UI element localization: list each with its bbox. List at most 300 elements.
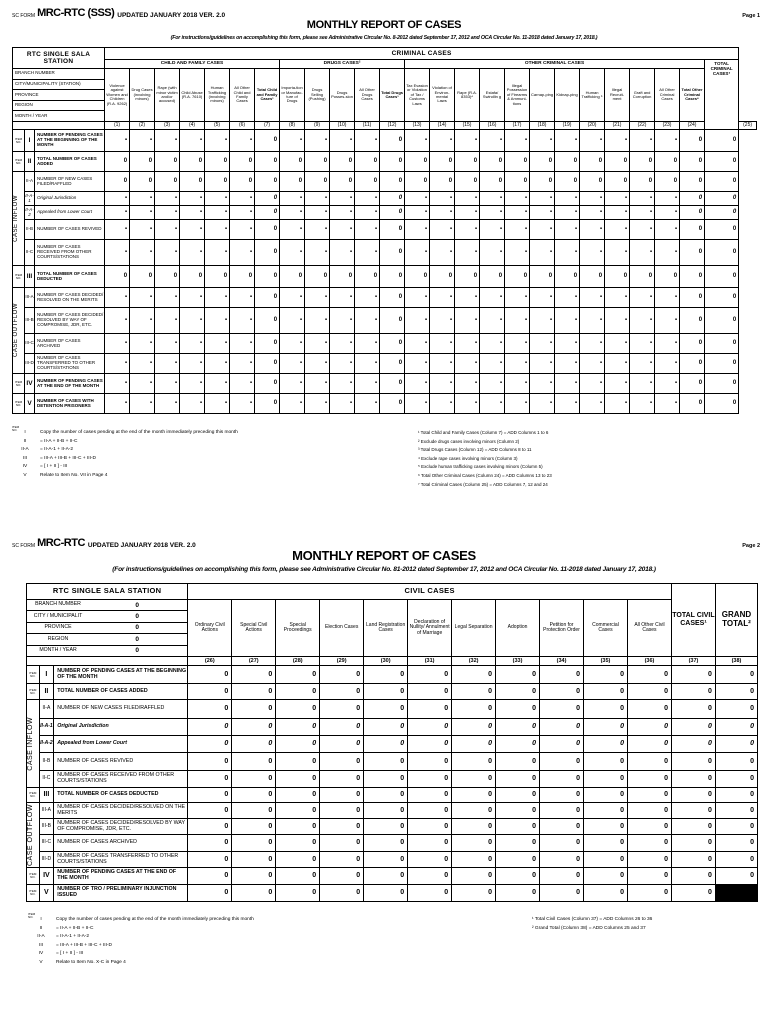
data-cell: 0 [232,736,276,753]
page2-subtitle: (For instructions/guidelines on accomplishing this form, please see Administrative Circular No. 81-2012 dated September 17, 2012 and OCA Circular No. 11-2018 dated January 17, 2018.) [112,566,656,573]
data-cell: 0 [255,334,280,354]
item-no-label: ITEM NO. [13,152,25,172]
data-cell: 0 [232,771,276,788]
data-row [27,753,758,771]
footnote: ³ Total Drugs Cases (Column 12) = ADD Columns 8 to 11 [418,447,532,453]
data-cell: ▪ [430,206,455,220]
data-cell: 0 [584,719,628,736]
data-cell: 0 [405,266,430,288]
case-inflow-text: CASE INFLOW [13,195,19,242]
data-cell: 0 [580,152,605,172]
data-cell: 0 [496,736,540,753]
page1-notes-left [12,425,394,481]
blank-cell [27,657,188,666]
data-cell: 0 [715,700,757,719]
data-cell: 0 [408,852,452,868]
data-cell: 0 [255,354,280,374]
note-code: II [39,925,43,931]
data-cell: ▪ [605,394,630,414]
column-header: Commercial Cases [584,600,628,657]
note-code: V [39,959,43,965]
data-cell: 0 [355,172,380,192]
row-label: Original Jurisdiction [35,192,105,206]
data-cell: ▪ [405,240,430,266]
data-cell: 0 [627,835,671,852]
data-cell: 0 [232,788,276,803]
row-label: NUMBER OF CASES DECIDED/RESOLVED ON THE MERITS [54,803,188,819]
data-row [13,374,757,394]
data-cell: ▪ [530,192,555,206]
data-cell: 0 [605,152,630,172]
data-cell: ▪ [480,334,505,354]
note-line [14,429,394,438]
data-cell: ▪ [480,288,505,308]
data-cell: 0 [452,666,496,684]
data-cell: ▪ [605,308,630,334]
data-cell: 0 [540,753,584,771]
data-row [27,736,758,753]
data-cell: 0 [232,835,276,852]
data-cell: ▪ [580,206,605,220]
data-cell: 0 [705,206,739,220]
data-cell: 0 [540,684,584,700]
data-cell: ▪ [555,334,580,354]
data-cell: 0 [130,266,155,288]
data-cell: 0 [671,852,715,868]
data-cell: ▪ [230,308,255,334]
data-cell: 0 [430,266,455,288]
data-cell: ▪ [105,308,130,334]
data-cell: 0 [408,666,452,684]
data-cell: 0 [188,666,232,684]
data-cell: ▪ [355,130,380,152]
data-cell: ▪ [630,334,655,354]
data-cell: 0 [627,719,671,736]
data-cell: 0 [155,152,180,172]
data-cell: ▪ [405,130,430,152]
data-cell: 0 [671,771,715,788]
data-cell: ▪ [155,354,180,374]
note-code: II-A [37,934,45,940]
column-number: (4) [180,122,205,130]
row-code: III-D [25,354,35,374]
data-cell: 0 [496,700,540,719]
data-row [27,868,758,885]
column-number: (8) [280,122,305,130]
data-cell: 0 [680,354,705,374]
note-code: II [23,438,27,444]
data-cell: ▪ [180,206,205,220]
data-cell: 0 [205,152,230,172]
column-number: (5) [205,122,230,130]
data-cell: 0 [627,684,671,700]
data-cell: 0 [180,172,205,192]
column-header: Drugs Posses-sion [330,69,355,122]
data-cell: 0 [188,852,232,868]
data-cell: ▪ [630,220,655,240]
row-code: III-A [39,803,54,819]
data-cell: 0 [180,152,205,172]
data-cell: ▪ [230,130,255,152]
column-number: (19) [555,122,580,130]
data-cell: 0 [605,266,630,288]
data-cell: ▪ [480,206,505,220]
footnote: ² Grand Total (Column 38) = ADD Columns 25 and 37 [532,925,646,931]
data-cell: 0 [255,172,280,192]
data-cell: 0 [255,266,280,288]
station-label: RTC SINGLE SALA STATION [13,48,105,69]
data-cell: ▪ [580,130,605,152]
data-cell: 0 [380,266,405,288]
data-cell: 0 [364,700,408,719]
row-label: NUMBER OF NEW CASES FILED/RAFFLED [35,172,105,192]
data-cell: 0 [380,172,405,192]
data-cell: 0 [540,700,584,719]
column-header: Graft and Corruption [630,69,655,122]
info-block [27,600,188,657]
data-cell: 0 [452,736,496,753]
data-cell: 0 [320,700,364,719]
data-cell: 0 [671,803,715,819]
data-cell: 0 [380,394,405,414]
row-code: V [39,885,54,902]
data-cell: ▪ [530,334,555,354]
data-cell: 0 [680,130,705,152]
data-cell: 0 [671,719,715,736]
data-cell: 0 [715,719,757,736]
data-cell: 0 [320,753,364,771]
note-code: III [23,455,27,461]
data-cell: ▪ [430,240,455,266]
data-cell: 0 [496,835,540,852]
data-cell: 0 [671,885,715,902]
data-cell: 0 [205,266,230,288]
civil-cases-header: CIVIL CASES [188,584,672,600]
column-number: (32) [452,657,496,666]
data-cell: ▪ [280,354,305,374]
data-cell: 0 [540,666,584,684]
footnote: ⁶ Total Other Criminal Cases (Column 24) = ADD Columns 13 to 23 [418,472,552,478]
data-cell: 0 [364,719,408,736]
footnote: ² Exclude drugs cases involving minors (Column 2) [418,438,520,444]
data-cell: 0 [276,819,320,835]
data-cell: 0 [276,885,320,902]
data-cell: ▪ [155,374,180,394]
data-cell: 0 [380,334,405,354]
column-number: (31) [408,657,452,666]
data-cell: ▪ [630,394,655,414]
column-header: Petition for Protection Order [540,600,584,657]
row-code: II [39,684,54,700]
note-text: = II-A + II-B + II-C [40,438,78,444]
footnote: ¹ Total Civil Cases (Column 37) = ADD Columns 26 to 36 [532,917,653,922]
data-cell: 0 [380,308,405,334]
data-cell: ▪ [130,192,155,206]
row-label: NUMBER OF CASES TRANSFERRED TO OTHER COURTS/STATIONS [35,354,105,374]
data-cell: ▪ [280,206,305,220]
data-cell: ▪ [330,240,355,266]
col-number-row [13,122,757,130]
data-cell: 0 [105,152,130,172]
footnote: ⁴ Exclude rape cases involving minors (Column 3) [418,455,518,461]
data-cell: 0 [584,666,628,684]
data-cell: ▪ [455,374,480,394]
data-cell: 0 [630,152,655,172]
data-cell: 0 [188,885,232,902]
data-cell: ▪ [280,240,305,266]
data-cell: ▪ [305,374,330,394]
row-label: NUMBER OF PENDING CASES AT THE BEGINNING OF THE MONTH [35,130,105,152]
data-cell: ▪ [605,192,630,206]
row-code: III-B [25,308,35,334]
data-cell: 0 [505,266,530,288]
data-cell: ▪ [180,192,205,206]
data-cell: ▪ [205,334,230,354]
data-cell: 0 [455,152,480,172]
column-number: (10) [330,122,355,130]
data-cell: 0 [320,771,364,788]
data-row [13,152,757,172]
column-header: Rape (R.A. 8353)⁴ [455,69,480,122]
data-row [13,192,757,206]
data-cell: ▪ [130,220,155,240]
data-cell: ▪ [130,374,155,394]
data-cell: ▪ [555,220,580,240]
column-header: Adoption [496,600,540,657]
data-cell: ▪ [580,240,605,266]
column-number: (38) [715,657,757,666]
data-cell: 0 [408,736,452,753]
data-cell: ▪ [280,334,305,354]
data-cell: ▪ [505,240,530,266]
data-cell: 0 [671,700,715,719]
data-cell: ▪ [405,374,430,394]
data-cell: ▪ [505,192,530,206]
data-cell: 0 [540,771,584,788]
data-cell: 0 [408,700,452,719]
data-cell: ▪ [655,334,680,354]
data-cell: 0 [680,192,705,206]
data-cell: ▪ [555,394,580,414]
data-cell: 0 [230,266,255,288]
data-cell: ▪ [205,130,230,152]
data-cell: ▪ [305,394,330,414]
data-cell: 0 [276,700,320,719]
data-row [13,130,757,152]
data-cell: ▪ [355,240,380,266]
note-line [14,455,394,464]
page-number: Page 1 [742,13,760,19]
data-cell: ▪ [580,394,605,414]
data-cell: 0 [276,736,320,753]
data-cell: 0 [380,192,405,206]
page2-notes-right [532,916,752,933]
data-cell: 0 [330,172,355,192]
info-row [27,623,187,634]
data-cell: 0 [627,700,671,719]
note-line [30,933,470,942]
data-cell: 0 [408,803,452,819]
info-label: CITY / MUNICIPALIT [33,612,83,619]
column-header: Illegal Recruit-ment [605,69,630,122]
data-cell: ▪ [155,394,180,414]
data-cell: 0 [555,152,580,172]
data-cell: 0 [715,819,757,835]
data-cell: 0 [355,266,380,288]
column-header: Land Registration Cases [364,600,408,657]
data-cell: ▪ [305,130,330,152]
data-cell: ▪ [205,206,230,220]
row-label: NUMBER OF CASES RECEIVED FROM OTHER COURTS/STATIONS [35,240,105,266]
data-cell: 0 [680,240,705,266]
column-number: (34) [540,657,584,666]
data-cell: ▪ [230,192,255,206]
data-cell: 0 [452,788,496,803]
column-header: Human Trafficking (involving minors) [205,69,230,122]
note-text: = III-A + III-B + III-C + III-D [56,942,112,948]
data-cell: ▪ [355,334,380,354]
data-cell: 0 [364,666,408,684]
data-cell: 0 [496,885,540,902]
data-cell: ▪ [655,394,680,414]
data-cell: ▪ [330,394,355,414]
data-cell: ▪ [330,288,355,308]
blocked-cell [715,885,757,902]
data-cell: 0 [276,868,320,885]
row-code: I [25,130,35,152]
data-cell: ▪ [355,192,380,206]
column-header: Election Cases [320,600,364,657]
info-label: MONTH / YEAR [15,112,48,118]
column-number: (28) [276,657,320,666]
data-cell: ▪ [205,354,230,374]
data-cell: 0 [155,172,180,192]
data-cell: 0 [627,868,671,885]
data-cell: 0 [496,868,540,885]
column-header: Ordinary Civil Actions [188,600,232,657]
data-cell: 0 [188,819,232,835]
note-text: Relate to Item No. X-C in Page 4 [56,959,126,965]
data-cell: ▪ [180,240,205,266]
data-cell: ▪ [105,206,130,220]
data-cell: 0 [380,288,405,308]
data-cell: 0 [584,885,628,902]
data-cell: ▪ [605,354,630,374]
data-cell: ▪ [280,394,305,414]
note-text: Copy the number of cases pending at the end of the month immediately preceding this month [56,917,254,922]
data-cell: 0 [496,666,540,684]
footnote: ⁷ Total Criminal Cases (Column 25) = ADD Columns 7, 12 and 24 [418,481,548,487]
data-cell: 0 [655,172,680,192]
note-text: = II-A-1 + II-A-2 [56,934,90,940]
data-cell: 0 [205,172,230,192]
data-cell: 0 [496,719,540,736]
data-cell: ▪ [580,374,605,394]
data-cell: ▪ [305,334,330,354]
data-cell: ▪ [655,354,680,374]
data-cell: ▪ [505,206,530,220]
note-text: = [ I + II ] - III [56,951,84,957]
blank-cell [13,122,105,130]
row-code: II-C [25,240,35,266]
column-header: Drugs Selling (Pushing) [305,69,330,122]
column-header: Violence against Women and Children (R.A. 9262) [105,69,130,122]
data-cell: 0 [305,172,330,192]
data-cell: 0 [276,666,320,684]
column-number: (1) [105,122,130,130]
data-cell: ▪ [405,288,430,308]
data-cell: ▪ [530,354,555,374]
column-header: Child Abuse (R.A. 7610) [180,69,205,122]
data-cell: ▪ [405,308,430,334]
header-row-3 [13,69,757,122]
data-cell: 0 [105,172,130,192]
row-label: NUMBER OF CASES WITH DETENTION PRISONERS [35,394,105,414]
data-cell: 0 [705,240,739,266]
data-cell: ▪ [455,394,480,414]
data-cell: ▪ [555,308,580,334]
data-cell: 0 [232,684,276,700]
column-header: All Other Civil Cases [627,600,671,657]
data-cell: 0 [232,852,276,868]
data-cell: ▪ [330,130,355,152]
column-number: (22) [630,122,655,130]
note-code: II-A [21,447,29,453]
note-line [30,925,470,934]
data-cell: 0 [380,374,405,394]
data-cell: ▪ [305,192,330,206]
notes-item-label: ITEM NO. [12,425,20,432]
item-no-label: ITEM NO. [13,130,25,152]
row-code: II-A-1 [39,719,54,736]
data-cell: 0 [452,719,496,736]
row-label: NUMBER OF TRO / PRELIMINARY INJUNCTION ISSUED [54,885,188,902]
data-row [13,334,757,354]
data-cell: ▪ [280,130,305,152]
data-cell: 0 [627,885,671,902]
data-cell: 0 [671,736,715,753]
row-label: NUMBER OF CASES DECIDED/RESOLVED BY WAY OF COMPROMISE, JDR, ETC. [54,819,188,835]
info-label: REGION [47,635,69,642]
data-cell: 0 [627,666,671,684]
data-cell: ▪ [180,308,205,334]
data-cell: ▪ [105,192,130,206]
data-cell: 0 [480,266,505,288]
data-cell: 0 [705,354,739,374]
data-cell: 0 [715,852,757,868]
data-cell: 0 [364,684,408,700]
data-cell: ▪ [305,240,330,266]
data-cell: ▪ [305,288,330,308]
row-code: I [39,666,54,684]
data-cell: 0 [505,172,530,192]
data-cell: 0 [680,266,705,288]
data-cell: 0 [452,819,496,835]
data-cell: 0 [320,719,364,736]
data-cell: ▪ [630,308,655,334]
form-code: MRC-RTC (SSS) [37,7,115,19]
data-cell: ▪ [155,192,180,206]
data-cell: ▪ [180,394,205,414]
data-cell: ▪ [480,394,505,414]
data-cell: ▪ [505,374,530,394]
data-cell: 0 [380,152,405,172]
data-cell: 0 [540,736,584,753]
data-cell: ▪ [230,288,255,308]
data-cell: 0 [320,803,364,819]
page2-title: MONTHLY REPORT OF CASES [292,548,476,563]
total-civil-header: TOTAL CIVIL CASES¹ [671,584,715,657]
